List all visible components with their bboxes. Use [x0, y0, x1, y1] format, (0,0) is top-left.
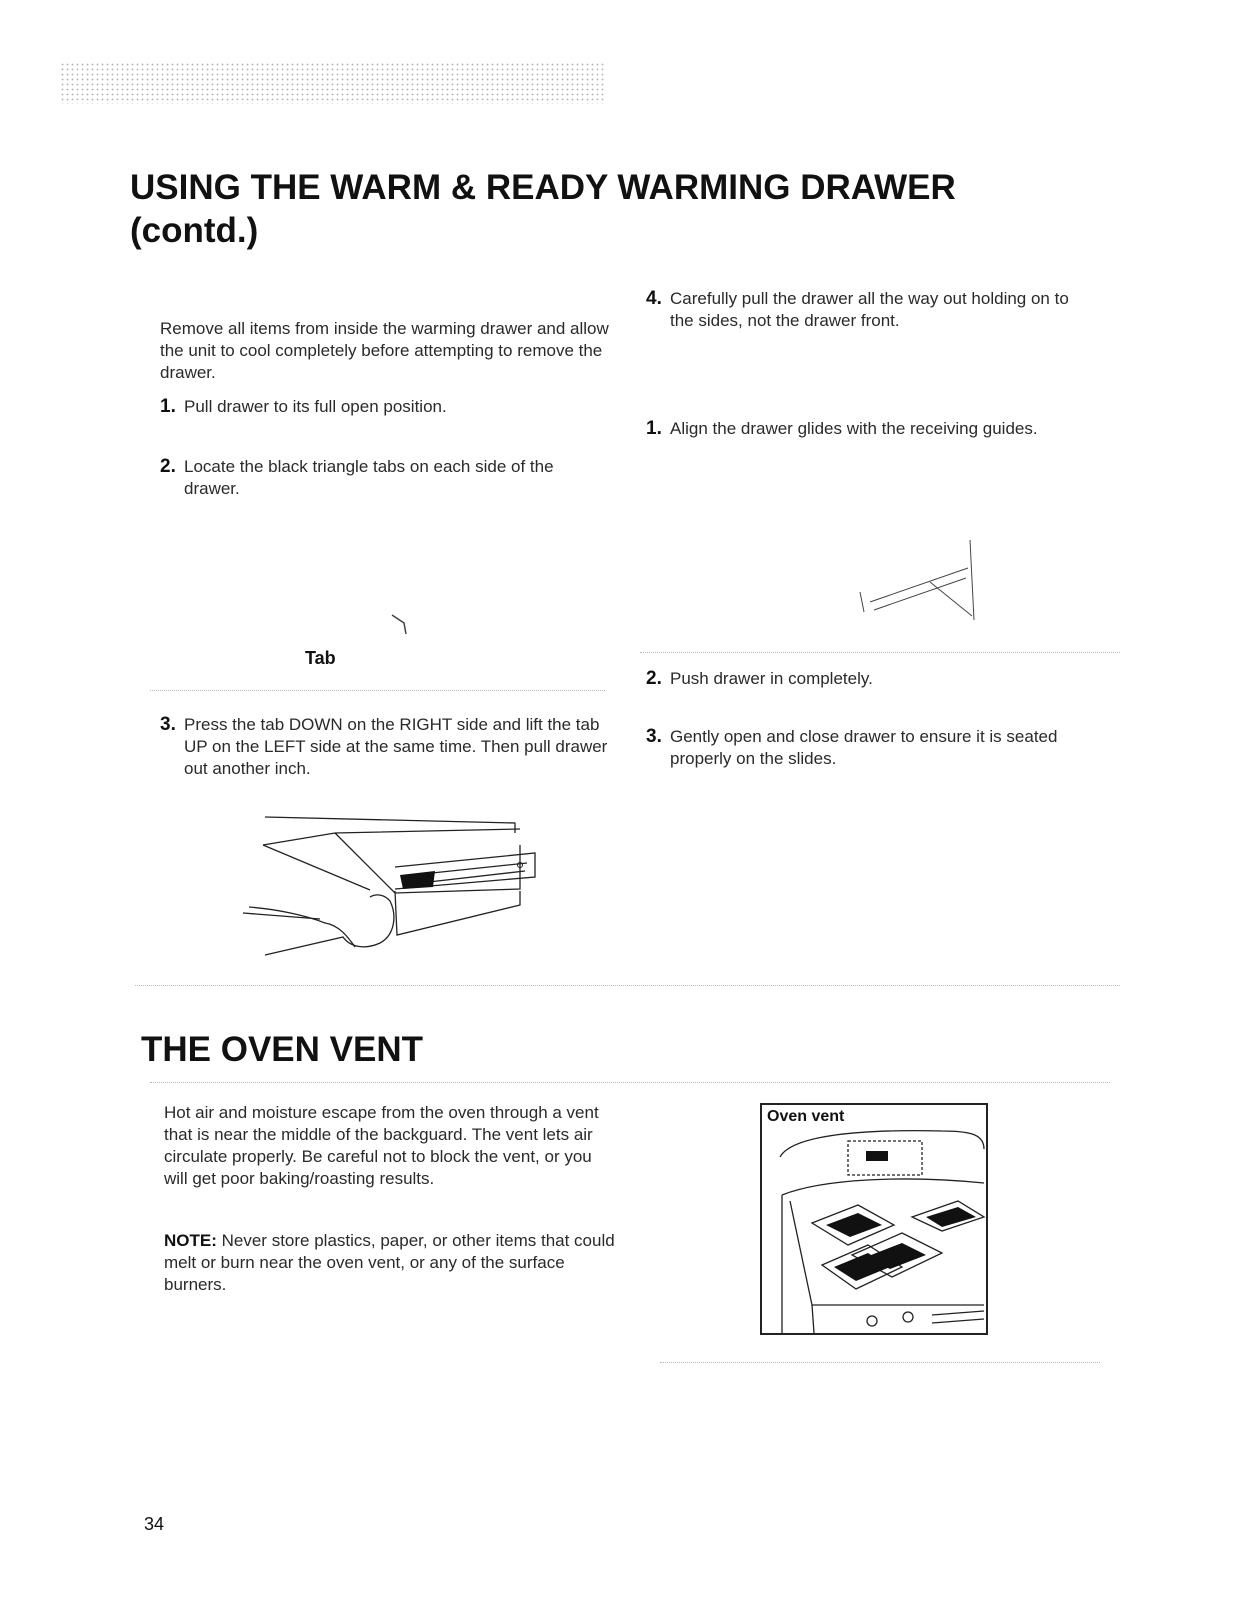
oven-vent-label: Oven vent	[767, 1108, 845, 1125]
section-title-oven-vent: THE OVEN VENT	[141, 1030, 423, 1069]
step-text: Press the tab DOWN on the RIGHT side and lift the tab UP on the LEFT side at the same time. Then pull drawer out another inch.	[184, 715, 608, 778]
removal-step-1	[160, 396, 610, 418]
step-number: 2.	[646, 668, 662, 689]
step-number: 2.	[160, 456, 176, 477]
column-divider	[640, 652, 1120, 653]
oven-vent-paragraph: Hot air and moisture escape from the oven through a vent that is near the middle of the backguard. The vent lets air circulate properly. Be careful not to block the vent, or you will get poor baking/roasting results.	[164, 1103, 599, 1188]
section-divider	[660, 1362, 1100, 1363]
page-title	[130, 166, 1130, 252]
range-illustration	[762, 1105, 986, 1333]
step-text: Pull drawer to its full open position.	[184, 397, 447, 416]
replacement-step-2	[646, 668, 1096, 690]
replacement-step-1	[646, 418, 1066, 440]
drawer-glide-illustration	[850, 520, 985, 625]
step-text: Locate the black triangle tabs on each side of the drawer.	[184, 457, 554, 498]
section-divider	[150, 1082, 1110, 1083]
tab-label: Tab	[305, 648, 336, 668]
removal-step-4	[646, 288, 1096, 332]
removal-step-2	[160, 456, 610, 500]
page-title-line2: (contd.)	[130, 211, 259, 250]
replacement-step-3	[646, 726, 1076, 770]
section-divider	[135, 985, 1120, 986]
step-number: 3.	[646, 726, 662, 747]
note-text: Never store plastics, paper, or other items that could melt or burn near the oven vent, or any of the surface burners.	[164, 1231, 615, 1294]
removal-step-3	[160, 714, 615, 780]
step-text: Carefully pull the drawer all the way out holding on to the sides, not the drawer front.	[670, 289, 1069, 330]
step-number: 4.	[646, 288, 662, 309]
step-text: Push drawer in completely.	[670, 669, 873, 688]
page-title-line1: USING THE WARM & READY WARMING DRAWER	[130, 168, 956, 207]
drawer-slide-illustration	[235, 805, 555, 970]
step-number: 1.	[160, 396, 176, 417]
oven-vent-note	[164, 1230, 619, 1296]
page-number: 34	[144, 1514, 165, 1534]
step-number: 3.	[160, 714, 176, 735]
step-text: Align the drawer glides with the receiving guides.	[670, 419, 1038, 438]
oven-vent-figure	[760, 1103, 988, 1335]
step-text: Gently open and close drawer to ensure it is seated properly on the slides.	[670, 727, 1058, 768]
header-decoration	[60, 62, 605, 104]
note-label: NOTE:	[164, 1231, 217, 1250]
step-number: 1.	[646, 418, 662, 439]
column-divider	[150, 690, 605, 691]
removal-intro: Remove all items from inside the warming drawer and allow the unit to cool completely before attempting to remove the drawer.	[160, 319, 609, 382]
